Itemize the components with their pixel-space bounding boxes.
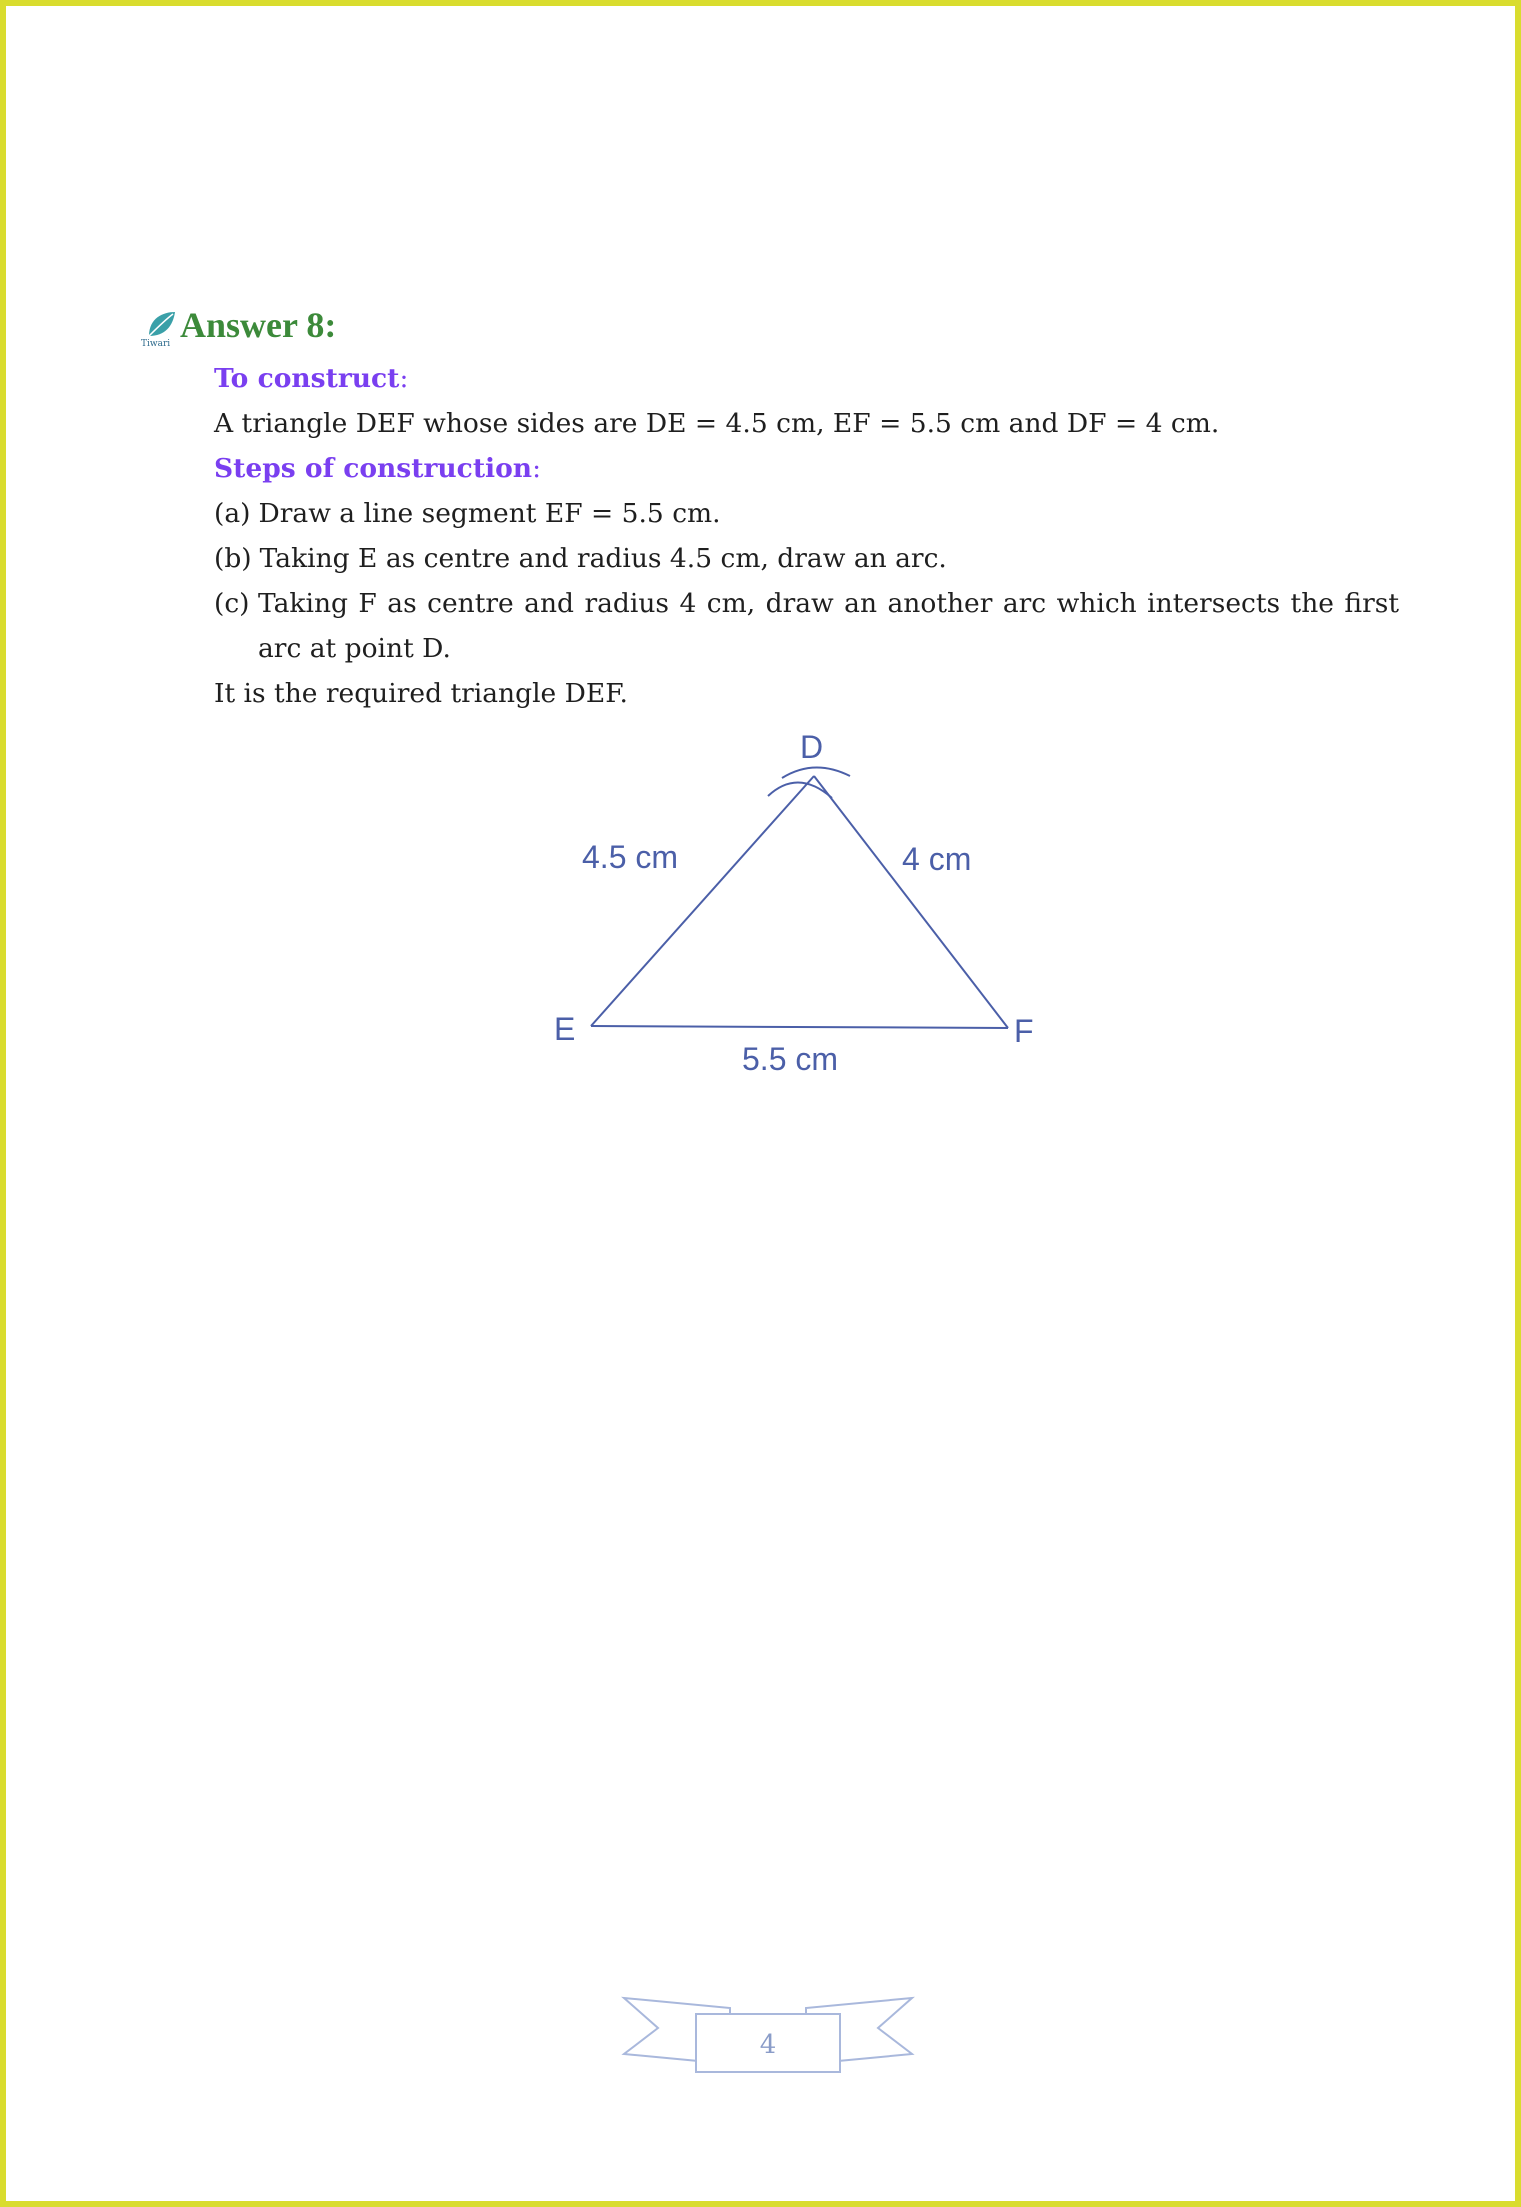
step-text: Draw a line segment EF = 5.5 cm. [258,498,721,529]
arc-from-f [782,767,850,778]
answer-body [214,356,1399,716]
side-de-label: 4.5 cm [582,839,679,875]
to-construct-label: To construct [214,363,400,394]
side-df [814,776,1008,1028]
to-construct-colon: : [399,363,409,394]
step-marker: (c) [214,588,250,619]
step-text: Taking E as centre and radius 4.5 cm, draw an arc. [259,543,947,574]
step-text: Taking F as centre and radius 4 cm, draw an another arc which intersects the first arc at point D. [258,588,1399,664]
step-marker: (a) [214,498,251,529]
steps-heading [214,446,1399,491]
to-construct-text: A triangle DEF whose sides are DE = 4.5 cm, EF = 5.5 cm and DF = 4 cm. [214,408,1220,439]
steps-label: Steps of construction [214,453,533,484]
side-ef-label: 5.5 cm [742,1041,839,1077]
to-construct-heading [214,356,1399,401]
answer-heading: Answer 8: [180,305,337,345]
side-de [591,776,814,1026]
conclusion-text: It is the required triangle DEF. [214,678,628,709]
side-ef [591,1026,1008,1028]
vertex-d-label: D [800,729,824,765]
logo-text: Tiwari [141,339,171,348]
step-marker: (b) [214,543,252,574]
step-item [214,581,1399,671]
leaf-logo-icon [139,308,179,348]
vertex-f-label: F [1014,1013,1034,1049]
steps-colon: : [532,453,542,484]
page-number: 4 [759,2030,777,2060]
step-item [214,491,1399,536]
page-number-ribbon [618,1994,918,2084]
vertex-e-label: E [554,1011,576,1047]
step-item [214,536,1399,581]
side-df-label: 4 cm [902,841,972,877]
triangle-def-figure [536,718,1056,1088]
